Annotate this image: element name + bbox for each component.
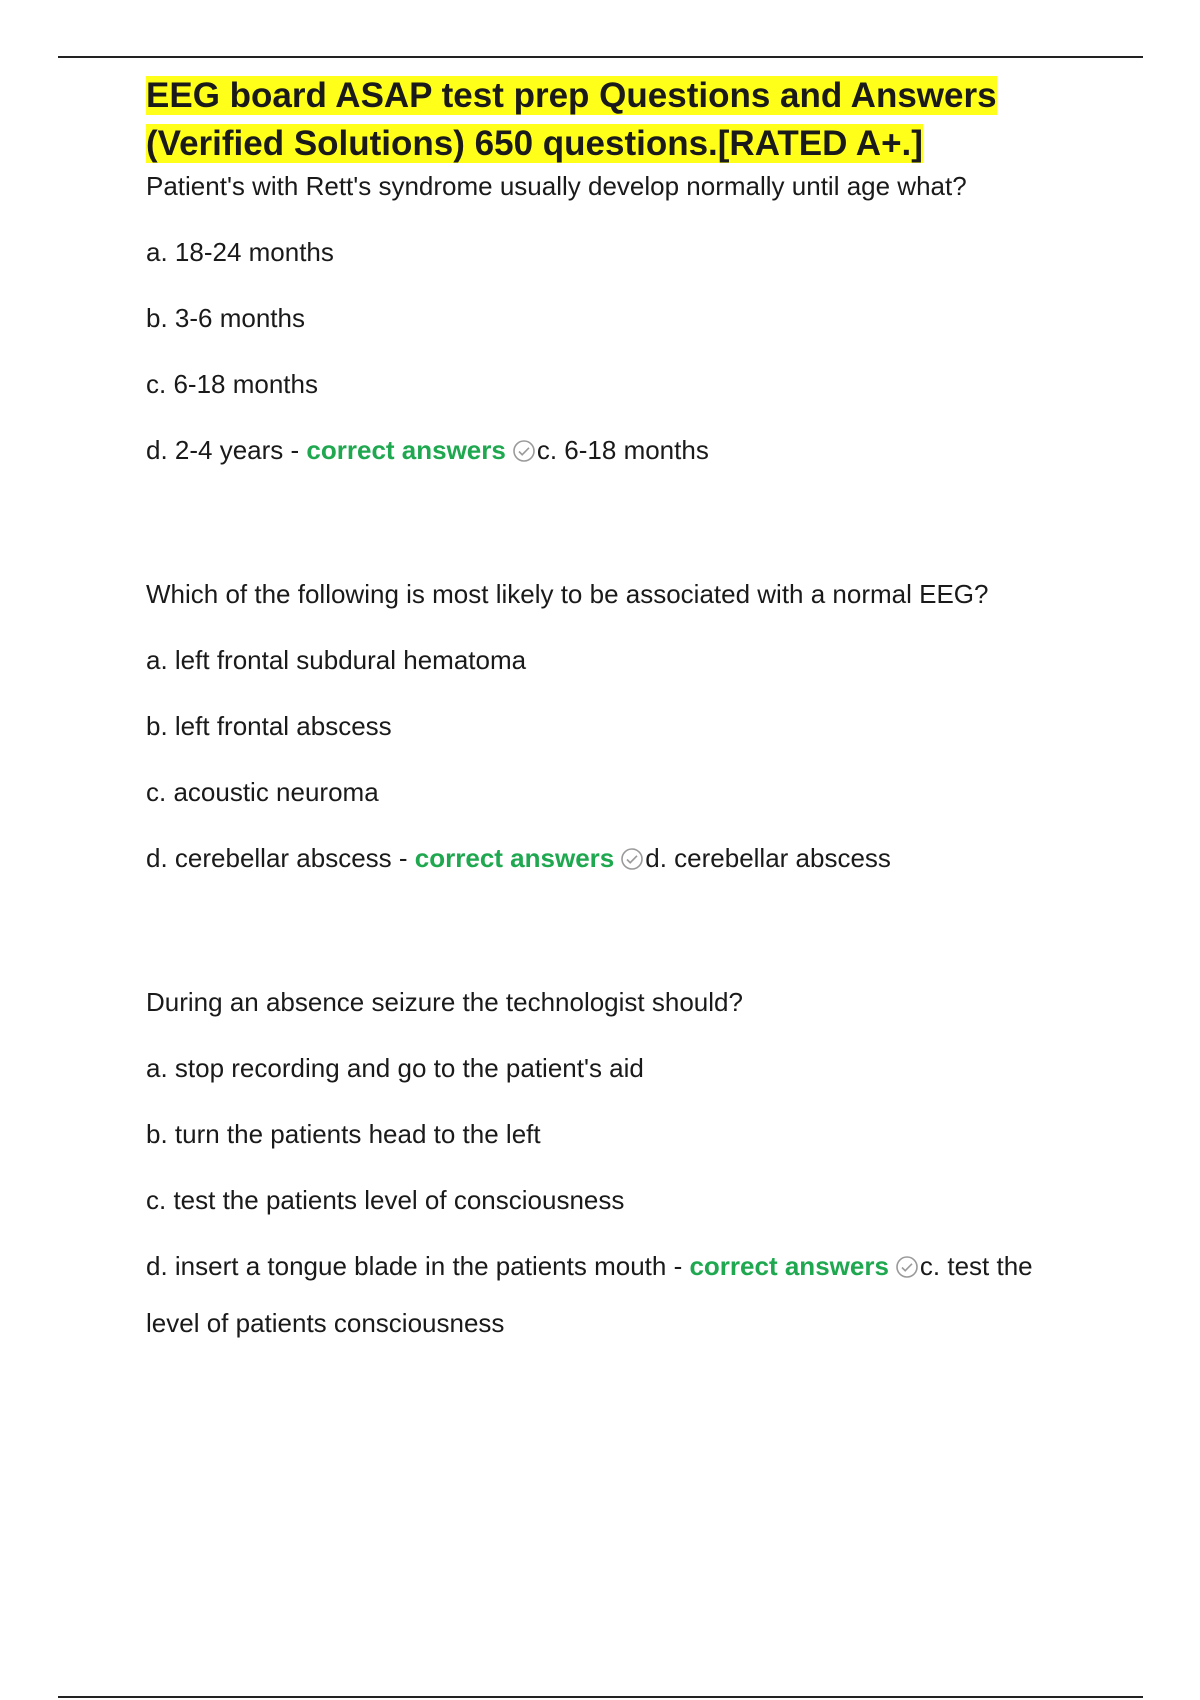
option-b: b. turn the patients head to the left xyxy=(146,1119,541,1149)
document-body xyxy=(146,72,1086,1352)
question-block-1 xyxy=(146,170,1086,466)
bottom-rule xyxy=(58,1696,1143,1698)
option-a: a. left frontal subdural hematoma xyxy=(146,645,527,675)
check-circle-icon xyxy=(895,1255,919,1279)
option-d: d. insert a tongue blade in the patients mouth - xyxy=(146,1251,690,1281)
option-d-with-answer xyxy=(146,434,1086,466)
option-c: c. acoustic neuroma xyxy=(146,777,379,807)
option-d-with-answer xyxy=(146,842,1086,874)
option-c: c. test the patients level of consciousness xyxy=(146,1185,625,1215)
option-a: a. 18-24 months xyxy=(146,237,334,267)
top-rule xyxy=(58,56,1143,58)
correct-answers-label: correct answers xyxy=(414,843,615,873)
question-block-2 xyxy=(146,578,1086,874)
question-text: Patient's with Rett's syndrome usually develop normally until age what? xyxy=(146,171,967,201)
question-text: During an absence seizure the technologist should? xyxy=(146,987,743,1017)
answer-text: c. test the level of patients consciousness xyxy=(146,1251,1033,1338)
question-text: Which of the following is most likely to be associated with a normal EEG? xyxy=(146,579,989,609)
title-line-2: (Verified Solutions) 650 questions.[RATED A+.] xyxy=(146,124,923,163)
option-b: b. 3-6 months xyxy=(146,303,305,333)
correct-answers-label: correct answers xyxy=(689,1251,889,1281)
option-d: d. 2-4 years - xyxy=(146,435,307,465)
title-line-1: EEG board ASAP test prep Questions and Answers xyxy=(146,76,997,115)
option-d-with-answer xyxy=(146,1238,1086,1352)
spacer xyxy=(146,874,1086,984)
answer-text: c. 6-18 months xyxy=(536,435,709,465)
document-title xyxy=(146,72,1086,168)
correct-answers-label: correct answers xyxy=(306,435,506,465)
option-a: a. stop recording and go to the patient's aid xyxy=(146,1053,644,1083)
answer-text: d. cerebellar abscess xyxy=(645,843,891,873)
check-circle-icon xyxy=(512,439,536,463)
option-c: c. 6-18 months xyxy=(146,369,318,399)
spacer xyxy=(146,466,1086,576)
option-b: b. left frontal abscess xyxy=(146,711,392,741)
question-block-3 xyxy=(146,986,1086,1352)
check-circle-icon xyxy=(620,847,644,871)
option-d: d. cerebellar abscess - xyxy=(146,843,415,873)
